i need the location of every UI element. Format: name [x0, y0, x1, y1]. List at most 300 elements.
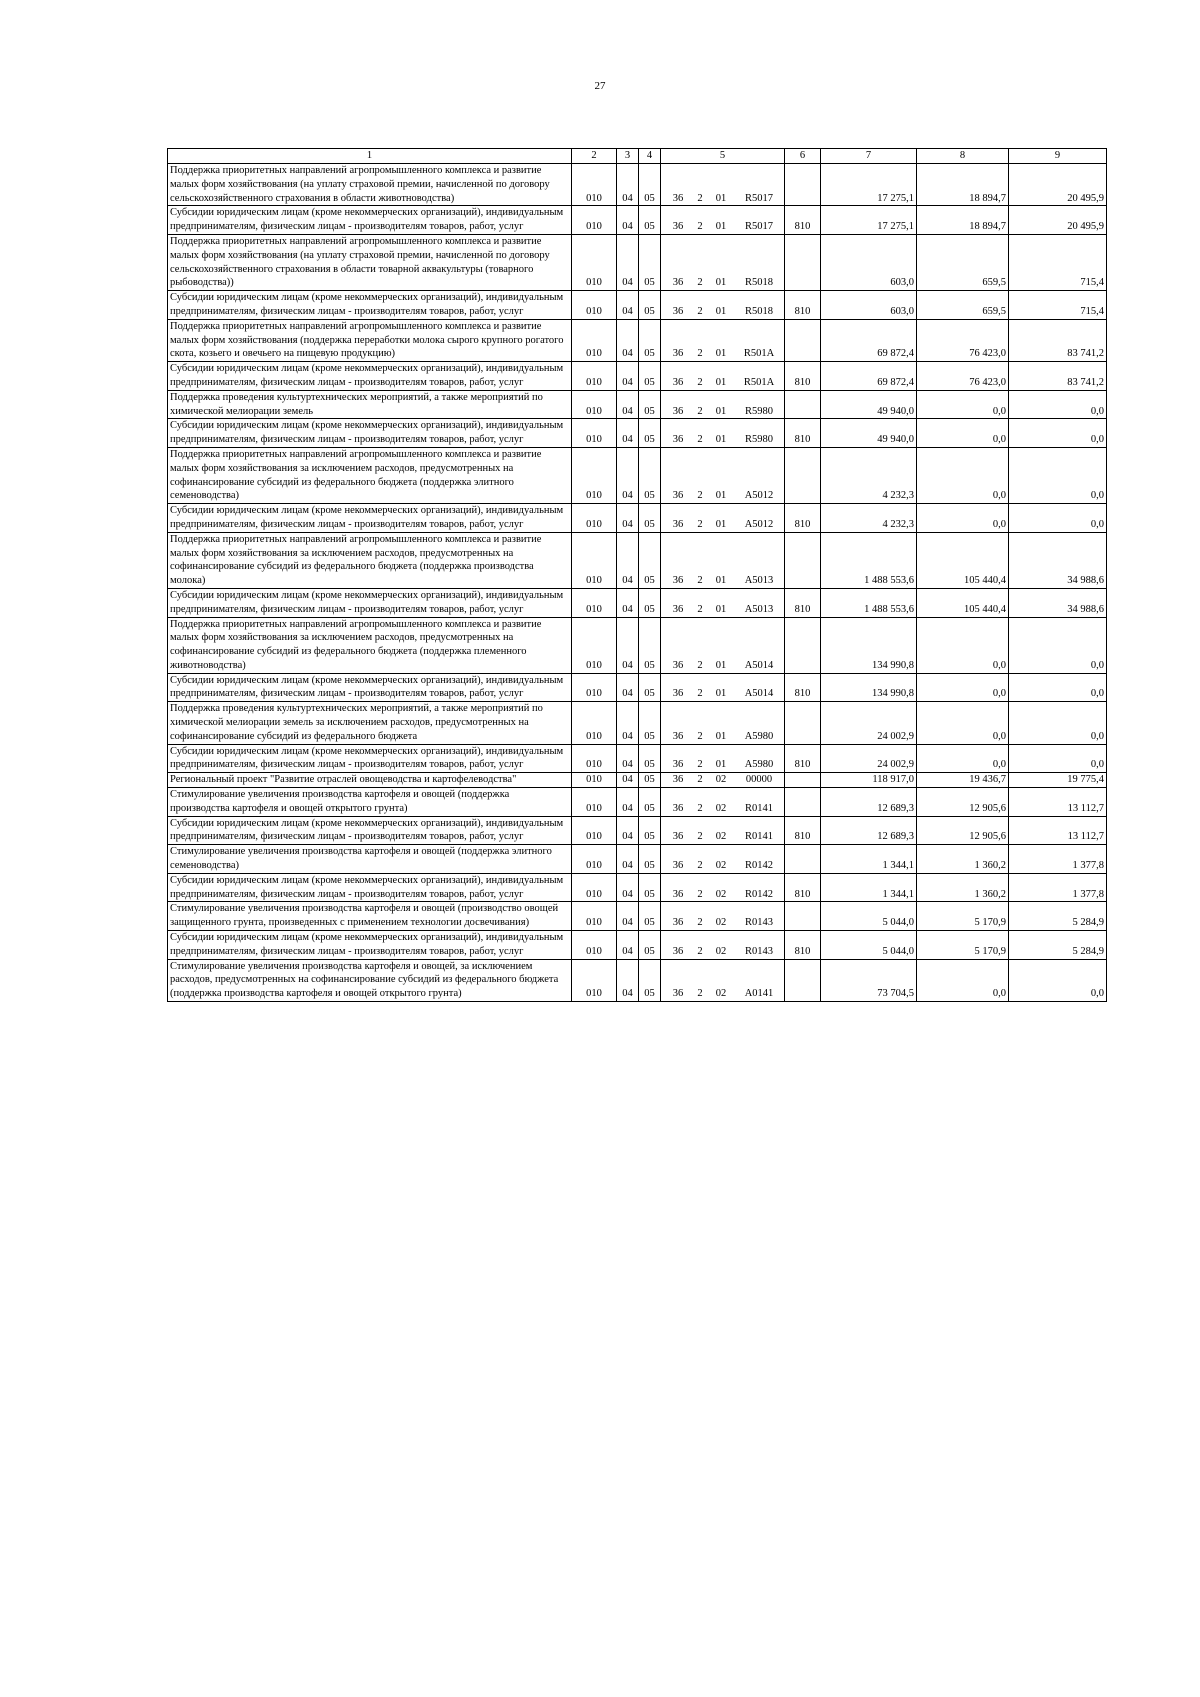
target-article-code [661, 773, 785, 788]
ministry-code: 010 [572, 816, 617, 845]
amount-col7: 4 232,3 [821, 447, 917, 503]
subprogram-code: 2 [697, 831, 703, 843]
row-name: Субсидии юридическим лицам (кроме некоммерческих организаций), индивидуальным предпринимателям, физическим лицам - производителям товаров, работ, услуг [168, 419, 572, 448]
table-row [168, 816, 1107, 845]
subsection-code: 05 [639, 390, 661, 419]
amount-col8: 659,5 [917, 234, 1009, 290]
ministry-code: 010 [572, 532, 617, 588]
ministry-code: 010 [572, 873, 617, 902]
subsection-code: 05 [639, 902, 661, 931]
ministry-code: 010 [572, 702, 617, 744]
expense-type-code [785, 959, 821, 1001]
program-code: 36 [672, 575, 684, 587]
direction-code: A5980 [744, 759, 774, 771]
amount-col8: 0,0 [917, 390, 1009, 419]
program-code: 36 [672, 192, 684, 204]
section-code: 04 [617, 504, 639, 533]
ministry-code: 010 [572, 744, 617, 773]
ministry-code: 010 [572, 504, 617, 533]
ministry-code: 010 [572, 291, 617, 320]
target-article-code [661, 419, 785, 448]
amount-col9: 0,0 [1009, 447, 1107, 503]
amount-col9: 0,0 [1009, 419, 1107, 448]
direction-code: 00000 [745, 774, 773, 786]
subprogram-code: 2 [697, 221, 703, 233]
expense-type-code: 810 [785, 419, 821, 448]
section-code: 04 [617, 873, 639, 902]
amount-col7: 49 940,0 [821, 390, 917, 419]
section-code: 04 [617, 902, 639, 931]
subsection-code: 05 [639, 291, 661, 320]
amount-col7: 5 044,0 [821, 902, 917, 931]
row-name: Поддержка проведения культуртехнических мероприятий, а также мероприятий по химической мелиорации земель за исключением расходов, предусмотренных на софинансирование субсидий из федерального бюджета [168, 702, 572, 744]
subsection-code: 05 [639, 816, 661, 845]
section-code: 04 [617, 234, 639, 290]
subsection-code: 05 [639, 845, 661, 874]
amount-col8: 18 894,7 [917, 164, 1009, 206]
direction-code: R501A [743, 348, 775, 360]
subprogram-code: 2 [697, 405, 703, 417]
program-code: 36 [672, 376, 684, 388]
section-code: 04 [617, 744, 639, 773]
target-article-code [661, 816, 785, 845]
amount-col7: 49 940,0 [821, 419, 917, 448]
subprogram-code: 2 [697, 860, 703, 872]
direction-code: R0143 [744, 917, 773, 929]
subsection-code: 05 [639, 588, 661, 617]
section-code: 04 [617, 588, 639, 617]
amount-col8: 0,0 [917, 673, 1009, 702]
event-code: 01 [715, 305, 727, 317]
program-code: 36 [672, 405, 684, 417]
amount-col9: 0,0 [1009, 959, 1107, 1001]
amount-col7: 12 689,3 [821, 788, 917, 817]
event-code: 02 [715, 888, 727, 900]
program-code: 36 [672, 603, 684, 615]
table-row [168, 588, 1107, 617]
table-row [168, 319, 1107, 361]
subsection-code: 05 [639, 931, 661, 960]
program-code: 36 [672, 518, 684, 530]
ministry-code: 010 [572, 206, 617, 235]
amount-col9: 715,4 [1009, 291, 1107, 320]
section-code: 04 [617, 164, 639, 206]
program-code: 36 [672, 305, 684, 317]
program-code: 36 [672, 659, 684, 671]
row-name: Стимулирование увеличения производства картофеля и овощей, за исключением расходов, предусмотренных на софинансирование субсидий из федерального бюджета (поддержка производства картофеля и овощей открытого грунта) [168, 959, 572, 1001]
amount-col9: 1 377,8 [1009, 873, 1107, 902]
target-article-code [661, 362, 785, 391]
amount-col8: 0,0 [917, 447, 1009, 503]
expense-type-code: 810 [785, 588, 821, 617]
subsection-code: 05 [639, 673, 661, 702]
row-name: Поддержка приоритетных направлений агропромышленного комплекса и развитие малых форм хозяйствования за исключением расходов, предусмотренных на софинансирование субсидий из федерального бюджета (поддержка производства молока) [168, 532, 572, 588]
subsection-code: 05 [639, 532, 661, 588]
program-code: 36 [672, 802, 684, 814]
event-code: 02 [715, 802, 727, 814]
amount-col9: 0,0 [1009, 617, 1107, 673]
amount-col8: 76 423,0 [917, 362, 1009, 391]
section-code: 04 [617, 362, 639, 391]
table-row [168, 206, 1107, 235]
event-code: 01 [715, 688, 727, 700]
ministry-code: 010 [572, 588, 617, 617]
amount-col8: 5 170,9 [917, 931, 1009, 960]
amount-col7: 603,0 [821, 234, 917, 290]
row-name: Субсидии юридическим лицам (кроме некоммерческих организаций), индивидуальным предпринимателям, физическим лицам - производителям товаров, работ, услуг [168, 206, 572, 235]
amount-col8: 659,5 [917, 291, 1009, 320]
subprogram-code: 2 [697, 988, 703, 1000]
expense-type-code: 810 [785, 873, 821, 902]
event-code: 02 [715, 860, 727, 872]
program-code: 36 [672, 759, 684, 771]
expense-type-code: 810 [785, 931, 821, 960]
section-code: 04 [617, 617, 639, 673]
program-code: 36 [672, 434, 684, 446]
amount-col7: 1 488 553,6 [821, 532, 917, 588]
expense-type-code: 810 [785, 816, 821, 845]
amount-col7: 17 275,1 [821, 206, 917, 235]
ministry-code: 010 [572, 164, 617, 206]
subprogram-code: 2 [697, 277, 703, 289]
amount-col9: 34 988,6 [1009, 532, 1107, 588]
section-code: 04 [617, 845, 639, 874]
ministry-code: 010 [572, 902, 617, 931]
target-article-code [661, 931, 785, 960]
expense-type-code [785, 902, 821, 931]
target-article-code [661, 588, 785, 617]
event-code: 01 [715, 348, 727, 360]
amount-col8: 1 360,2 [917, 873, 1009, 902]
target-article-code [661, 744, 785, 773]
amount-col8: 1 360,2 [917, 845, 1009, 874]
amount-col8: 0,0 [917, 504, 1009, 533]
amount-col7: 73 704,5 [821, 959, 917, 1001]
ministry-code: 010 [572, 931, 617, 960]
subprogram-code: 2 [697, 730, 703, 742]
target-article-code [661, 873, 785, 902]
row-name: Субсидии юридическим лицам (кроме некоммерческих организаций), индивидуальным предпринимателям, физическим лицам - производителям товаров, работ, услуг [168, 816, 572, 845]
ministry-code: 010 [572, 773, 617, 788]
direction-code: R5017 [744, 192, 773, 204]
ministry-code: 010 [572, 419, 617, 448]
direction-code: A5013 [744, 575, 774, 587]
subprogram-code: 2 [697, 376, 703, 388]
expense-type-code [785, 845, 821, 874]
table-row [168, 362, 1107, 391]
event-code: 01 [715, 659, 727, 671]
subsection-code: 05 [639, 617, 661, 673]
section-code: 04 [617, 206, 639, 235]
subsection-code: 05 [639, 319, 661, 361]
direction-code: A5013 [744, 603, 774, 615]
event-code: 01 [715, 192, 727, 204]
amount-col8: 76 423,0 [917, 319, 1009, 361]
subsection-code: 05 [639, 504, 661, 533]
subprogram-code: 2 [697, 603, 703, 615]
table-row [168, 773, 1107, 788]
expense-type-code: 810 [785, 291, 821, 320]
event-code: 02 [715, 774, 727, 786]
page-number: 27 [594, 80, 606, 92]
amount-col7: 1 488 553,6 [821, 588, 917, 617]
table-row [168, 419, 1107, 448]
amount-col9: 0,0 [1009, 702, 1107, 744]
program-code: 36 [672, 917, 684, 929]
target-article-code [661, 959, 785, 1001]
expense-type-code [785, 773, 821, 788]
row-name: Стимулирование увеличения производства картофеля и овощей (производство овощей защищенного грунта, произведенных с применением технологии досвечивания) [168, 902, 572, 931]
row-name: Субсидии юридическим лицам (кроме некоммерческих организаций), индивидуальным предпринимателям, физическим лицам - производителям товаров, работ, услуг [168, 873, 572, 902]
table-row [168, 902, 1107, 931]
amount-col7: 5 044,0 [821, 931, 917, 960]
amount-col7: 1 344,1 [821, 873, 917, 902]
expense-type-code [785, 532, 821, 588]
section-code: 04 [617, 390, 639, 419]
section-code: 04 [617, 702, 639, 744]
subsection-code: 05 [639, 702, 661, 744]
target-article-code [661, 673, 785, 702]
expense-type-code [785, 702, 821, 744]
row-name: Поддержка приоритетных направлений агропромышленного комплекса и развитие малых форм хозяйствования за исключением расходов, предусмотренных на софинансирование субсидий из федерального бюджета (поддержка элитного семеноводства) [168, 447, 572, 503]
column-header: 7 [821, 149, 917, 164]
direction-code: A0141 [744, 988, 774, 1000]
table-row [168, 291, 1107, 320]
column-header: 2 [572, 149, 617, 164]
amount-col8: 0,0 [917, 702, 1009, 744]
expense-type-code [785, 617, 821, 673]
amount-col9: 0,0 [1009, 504, 1107, 533]
amount-col8: 0,0 [917, 419, 1009, 448]
program-code: 36 [672, 945, 684, 957]
amount-col9: 20 495,9 [1009, 206, 1107, 235]
amount-col9: 0,0 [1009, 390, 1107, 419]
table-row [168, 617, 1107, 673]
row-name: Поддержка приоритетных направлений агропромышленного комплекса и развитие малых форм хозяйствования за исключением расходов, предусмотренных на софинансирование субсидий из федерального бюджета (поддержка племенного животноводства) [168, 617, 572, 673]
event-code: 02 [715, 988, 727, 1000]
row-name: Поддержка проведения культуртехнических мероприятий, а также мероприятий по химической мелиорации земель [168, 390, 572, 419]
target-article-code [661, 504, 785, 533]
section-code: 04 [617, 447, 639, 503]
event-code: 01 [715, 603, 727, 615]
target-article-code [661, 164, 785, 206]
row-name: Субсидии юридическим лицам (кроме некоммерческих организаций), индивидуальным предпринимателям, физическим лицам - производителям товаров, работ, услуг [168, 504, 572, 533]
subprogram-code: 2 [697, 192, 703, 204]
program-code: 36 [672, 888, 684, 900]
target-article-code [661, 902, 785, 931]
row-name: Поддержка приоритетных направлений агропромышленного комплекса и развитие малых форм хозяйствования (на уплату страховой премии, начисленной по договору сельскохозяйственного страхования в области животноводства) [168, 164, 572, 206]
amount-col7: 69 872,4 [821, 319, 917, 361]
event-code: 01 [715, 376, 727, 388]
event-code: 02 [715, 917, 727, 929]
amount-col9: 83 741,2 [1009, 319, 1107, 361]
amount-col8: 0,0 [917, 959, 1009, 1001]
target-article-code [661, 234, 785, 290]
table-row [168, 931, 1107, 960]
amount-col9: 0,0 [1009, 744, 1107, 773]
amount-col8: 105 440,4 [917, 532, 1009, 588]
direction-code: A5012 [744, 490, 774, 502]
ministry-code: 010 [572, 234, 617, 290]
event-code: 01 [715, 221, 727, 233]
direction-code: A5012 [744, 518, 774, 530]
ministry-code: 010 [572, 447, 617, 503]
table-row [168, 959, 1107, 1001]
ministry-code: 010 [572, 390, 617, 419]
event-code: 02 [715, 945, 727, 957]
column-header: 6 [785, 149, 821, 164]
section-code: 04 [617, 419, 639, 448]
amount-col9: 34 988,6 [1009, 588, 1107, 617]
target-article-code [661, 206, 785, 235]
row-name: Субсидии юридическим лицам (кроме некоммерческих организаций), индивидуальным предпринимателям, физическим лицам - производителям товаров, работ, услуг [168, 673, 572, 702]
amount-col7: 134 990,8 [821, 617, 917, 673]
expense-type-code [785, 447, 821, 503]
row-name: Поддержка приоритетных направлений агропромышленного комплекса и развитие малых форм хозяйствования (поддержка переработки молока сырого крупного рогатого скота, козьего и овечьего на пищевую продукцию) [168, 319, 572, 361]
row-name: Субсидии юридическим лицам (кроме некоммерческих организаций), индивидуальным предпринимателям, физическим лицам - производителям товаров, работ, услуг [168, 744, 572, 773]
expense-type-code [785, 788, 821, 817]
amount-col7: 24 002,9 [821, 702, 917, 744]
direction-code: R5017 [744, 221, 773, 233]
expense-type-code: 810 [785, 673, 821, 702]
column-header: 9 [1009, 149, 1107, 164]
section-code: 04 [617, 959, 639, 1001]
column-header: 5 [661, 149, 785, 164]
subsection-code: 05 [639, 959, 661, 1001]
event-code: 01 [715, 434, 727, 446]
section-code: 04 [617, 319, 639, 361]
event-code: 02 [715, 831, 727, 843]
section-code: 04 [617, 673, 639, 702]
expense-type-code [785, 234, 821, 290]
row-name: Региональный проект "Развитие отраслей овощеводства и картофелеводства" [168, 773, 572, 788]
event-code: 01 [715, 575, 727, 587]
program-code: 36 [672, 277, 684, 289]
table-row [168, 447, 1107, 503]
amount-col9: 0,0 [1009, 673, 1107, 702]
direction-code: R5980 [744, 405, 773, 417]
table-row [168, 702, 1107, 744]
row-name: Субсидии юридическим лицам (кроме некоммерческих организаций), индивидуальным предпринимателям, физическим лицам - производителям товаров, работ, услуг [168, 362, 572, 391]
subprogram-code: 2 [697, 659, 703, 671]
section-code: 04 [617, 291, 639, 320]
direction-code: R5980 [744, 434, 773, 446]
program-code: 36 [672, 688, 684, 700]
amount-col9: 83 741,2 [1009, 362, 1107, 391]
table-row [168, 673, 1107, 702]
table-row [168, 234, 1107, 290]
section-code: 04 [617, 816, 639, 845]
amount-col9: 5 284,9 [1009, 902, 1107, 931]
amount-col9: 13 112,7 [1009, 788, 1107, 817]
subsection-code: 05 [639, 447, 661, 503]
subprogram-code: 2 [697, 774, 703, 786]
subsection-code: 05 [639, 419, 661, 448]
subsection-code: 05 [639, 164, 661, 206]
subprogram-code: 2 [697, 888, 703, 900]
subprogram-code: 2 [697, 917, 703, 929]
column-header: 3 [617, 149, 639, 164]
amount-col9: 19 775,4 [1009, 773, 1107, 788]
expense-type-code: 810 [785, 504, 821, 533]
target-article-code [661, 532, 785, 588]
target-article-code [661, 788, 785, 817]
table-row [168, 532, 1107, 588]
table-row [168, 744, 1107, 773]
amount-col7: 603,0 [821, 291, 917, 320]
ministry-code: 010 [572, 788, 617, 817]
subprogram-code: 2 [697, 945, 703, 957]
amount-col8: 5 170,9 [917, 902, 1009, 931]
subprogram-code: 2 [697, 348, 703, 360]
column-header: 4 [639, 149, 661, 164]
event-code: 01 [715, 277, 727, 289]
subprogram-code: 2 [697, 518, 703, 530]
subsection-code: 05 [639, 744, 661, 773]
program-code: 36 [672, 221, 684, 233]
amount-col7: 134 990,8 [821, 673, 917, 702]
amount-col9: 13 112,7 [1009, 816, 1107, 845]
ministry-code: 010 [572, 959, 617, 1001]
budget-table [167, 148, 1107, 1002]
expense-type-code: 810 [785, 206, 821, 235]
ministry-code: 010 [572, 319, 617, 361]
row-name: Стимулирование увеличения производства картофеля и овощей (поддержка элитного семеноводства) [168, 845, 572, 874]
subprogram-code: 2 [697, 688, 703, 700]
direction-code: A5014 [744, 688, 774, 700]
amount-col8: 18 894,7 [917, 206, 1009, 235]
table-row [168, 390, 1107, 419]
direction-code: R5018 [744, 305, 773, 317]
amount-col8: 12 905,6 [917, 788, 1009, 817]
expense-type-code: 810 [785, 744, 821, 773]
expense-type-code: 810 [785, 362, 821, 391]
target-article-code [661, 447, 785, 503]
program-code: 36 [672, 348, 684, 360]
program-code: 36 [672, 490, 684, 502]
subprogram-code: 2 [697, 490, 703, 502]
amount-col8: 19 436,7 [917, 773, 1009, 788]
table-row [168, 504, 1107, 533]
subprogram-code: 2 [697, 434, 703, 446]
amount-col8: 105 440,4 [917, 588, 1009, 617]
amount-col7: 118 917,0 [821, 773, 917, 788]
target-article-code [661, 702, 785, 744]
column-header: 1 [168, 149, 572, 164]
target-article-code [661, 291, 785, 320]
subprogram-code: 2 [697, 305, 703, 317]
ministry-code: 010 [572, 845, 617, 874]
program-code: 36 [672, 774, 684, 786]
subprogram-code: 2 [697, 575, 703, 587]
ministry-code: 010 [572, 673, 617, 702]
direction-code: R5018 [744, 277, 773, 289]
subprogram-code: 2 [697, 802, 703, 814]
table-row [168, 788, 1107, 817]
subsection-code: 05 [639, 873, 661, 902]
row-name: Субсидии юридическим лицам (кроме некоммерческих организаций), индивидуальным предпринимателям, физическим лицам - производителям товаров, работ, услуг [168, 931, 572, 960]
subsection-code: 05 [639, 773, 661, 788]
table-row [168, 873, 1107, 902]
program-code: 36 [672, 860, 684, 872]
expense-type-code [785, 319, 821, 361]
subsection-code: 05 [639, 362, 661, 391]
subprogram-code: 2 [697, 759, 703, 771]
table-row [168, 164, 1107, 206]
section-code: 04 [617, 931, 639, 960]
expense-type-code [785, 390, 821, 419]
row-name: Субсидии юридическим лицам (кроме некоммерческих организаций), индивидуальным предпринимателям, физическим лицам - производителям товаров, работ, услуг [168, 588, 572, 617]
